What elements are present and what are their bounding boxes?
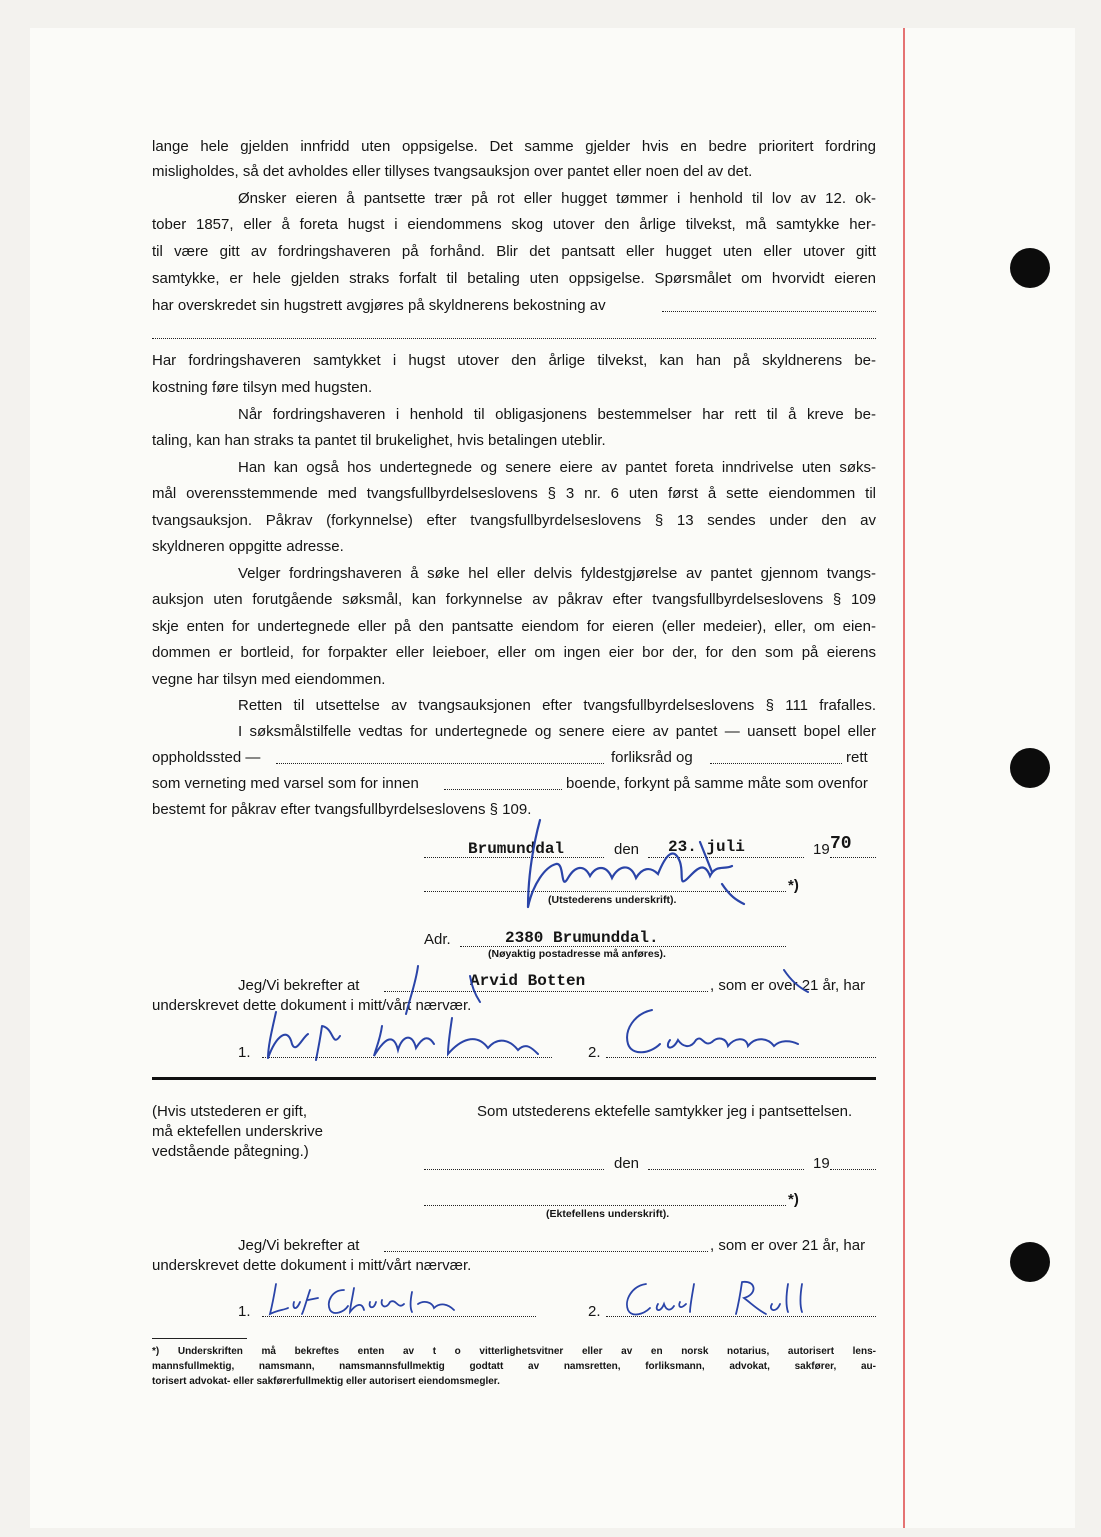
spouse-year-prefix: 19 (813, 1155, 830, 1172)
spouse-caption: (Ektefellens underskrift). (546, 1208, 670, 1220)
confirm-line2: underskrevet dette dokument i mitt/vårt nærvær. (152, 997, 472, 1014)
witness2-num: 2. (588, 1044, 601, 1061)
spouse-confirm-label: Jeg/Vi bekrefter at (238, 1237, 360, 1254)
footnote-line: *) Underskriften må bekreftes enten av t o vitterlighetsvitner eller av en norsk notarius, autorisert lens- (152, 1346, 876, 1357)
spouse-confirm-suffix: , som er over 21 år, har (710, 1237, 866, 1254)
confirm-label: Jeg/Vi bekrefter at (238, 977, 360, 994)
text-line: Når fordringshaveren i henhold til obligasjonens bestemmelser har rett til å kreve be- (238, 406, 876, 423)
text-line: Retten til utsettelse av tvangsauksjonen efter tvangsfullbyrdelseslovens § 111 frafalles. (238, 697, 876, 714)
den-label: den (614, 841, 640, 858)
witness2-bottom-signature (616, 1278, 836, 1322)
year-prefix: 19 (813, 841, 830, 858)
footnote-rule (152, 1338, 247, 1339)
confirm-suffix: , som er over 21 år, har (710, 977, 866, 994)
footnote-marker: *) (788, 877, 799, 894)
footnote-line: mannsfullmektig, namsmann, namsmannsfullmektig godtatt av namsretten, forliksmann, advokat, sakfører, au- (152, 1361, 876, 1372)
text-line: I søksmålstilfelle vedtas for undertegnede og senere eiere av pantet — uansett bopel eller (238, 723, 876, 740)
text-line: auksjon uten forutgående søksmål, kan forkynnelse av påkrav efter tvangsfullbyrdelseslovens § 109 (152, 591, 876, 608)
text-line: skje enten for undertegnede eller på den pantsatte eiendom for eieren (eller medeier), eller, om eien- (152, 618, 876, 635)
text-line: Ønsker eieren å pantsette trær på rot eller hugget tømmer i henhold til lov av 12. ok- (238, 190, 876, 207)
witness2-signature (608, 1000, 808, 1062)
place-value: Brumunddal (468, 840, 565, 858)
spouse-confirm-line (384, 1251, 708, 1252)
date-value: 23. juli (668, 838, 745, 856)
punch-hole (1010, 748, 1050, 788)
spouse-footnote-marker: *) (788, 1191, 799, 1208)
footnote-line: torisert advokat- eller sakførerfullmektig eller autorisert eiendomsmegler. (152, 1376, 500, 1387)
spouse-place-line (424, 1169, 604, 1170)
issuer-signature (500, 812, 760, 912)
confirmed-name: Arvid Botten (470, 972, 586, 990)
text-line: mål overensstemmende med tvangsfullbyrdelseslovens § 3 nr. 6 uten først å sette eiendommen til (152, 485, 876, 502)
spouse-den-label: den (614, 1155, 640, 1172)
text-line: har overskredet sin hugstrett avgjøres på skyldnerens bekostning av (152, 297, 606, 314)
text-line: skyldneren oppgitte adresse. (152, 538, 344, 555)
adr-label: Adr. (424, 931, 451, 948)
spouse-year-line (830, 1169, 876, 1170)
spouse-note: må ektefellen underskrive (152, 1123, 323, 1140)
text-line: forliksråd og (611, 749, 693, 766)
spouse-witness2-num: 2. (588, 1303, 601, 1320)
fill-line (662, 311, 876, 312)
margin-line (903, 28, 905, 1528)
text-line: vegne har tilsyn med eiendommen. (152, 671, 386, 688)
spouse-confirm-line2: underskrevet dette dokument i mitt/vårt nærvær. (152, 1257, 472, 1274)
text-line: tvangsauksjon. Påkrav (forkynnelse) efter tvangsfullbyrdelseslovens § 13 sendes under den av (152, 512, 876, 529)
text-line: lange hele gjelden innfridd uten oppsigelse. Det samme gjelder hvis en bedre prioritert fordring (152, 138, 876, 155)
text-line: taling, kan han straks ta pantet til brukelighet, hvis betalingen uteblir. (152, 432, 606, 449)
spouse-witness1-num: 1. (238, 1303, 251, 1320)
section-divider (152, 1077, 876, 1080)
fill-line (276, 763, 604, 764)
text-line: boende, forkynt på samme måte som ovenfor (566, 775, 868, 792)
text-line: kostning føre tilsyn med hugsten. (152, 379, 373, 396)
spouse-signature-line (424, 1205, 786, 1206)
footnote (152, 1344, 876, 1389)
fill-line (710, 763, 842, 764)
text-line: som verneting med varsel som for innen (152, 775, 419, 792)
text-line: til være gitt av fordringshaveren på forhånd. Blir det pantsatt eller hugget uten eller utover gitt (152, 243, 876, 260)
text-line: bestemt for påkrav efter tvangsfullbyrdelseslovens § 109. (152, 801, 532, 818)
text-line: Han kan også hos undertegnede og senere eiere av pantet foreta inndrivelse uten søks- (238, 459, 876, 476)
address-caption: (Nøyaktig postadresse må anføres). (488, 948, 666, 960)
text-line: Velger fordringshaveren å søke hel eller delvis fyldestgjørelse av pantet gjennom tvangs- (238, 565, 876, 582)
text-line: misligholdes, så det avholdes eller tillyses tvangsauksjon over pantet eller noen del av det. (152, 163, 753, 180)
text-line: Har fordringshaveren samtykket i hugst utover den årlige tilvekst, kan han på skyldnerens be- (152, 352, 876, 369)
fill-line (444, 789, 562, 790)
spouse-consent: Som utstederens ektefelle samtykker jeg i pantsettelsen. (477, 1103, 853, 1120)
year-line (830, 857, 876, 858)
spouse-note: (Hvis utstederen er gift, (152, 1103, 308, 1120)
text-line: tober 1857, eller å foreta hugst i eiendommens skog utover den årlige tilvekst, må samtykke her- (152, 216, 876, 233)
spouse-note: vedstående påtegning.) (152, 1143, 309, 1160)
witness1-bottom-signature (262, 1280, 482, 1320)
spouse-date-line (648, 1169, 804, 1170)
text-line: samtykke, er hele gjelden straks forfalt til betaling uten oppsigelse. Spørsmålet om hvorvidt eieren (152, 270, 876, 287)
punch-hole (1010, 248, 1050, 288)
text-line: oppholdssted — (152, 749, 261, 766)
address-value: 2380 Brumunddal. (505, 929, 659, 947)
text-line: rett (846, 749, 868, 766)
witness1-num: 1. (238, 1044, 251, 1061)
issuer-caption: (Utstederens underskrift). (548, 894, 677, 906)
year-value: 70 (830, 834, 852, 854)
punch-hole (1010, 1242, 1050, 1282)
witness1-signature (262, 996, 552, 1068)
text-line: dommen er bortleid, for forpakter eller leieboer, eller om ingen eier bor der, for den som på eierens (152, 644, 876, 661)
fill-line (152, 338, 876, 339)
